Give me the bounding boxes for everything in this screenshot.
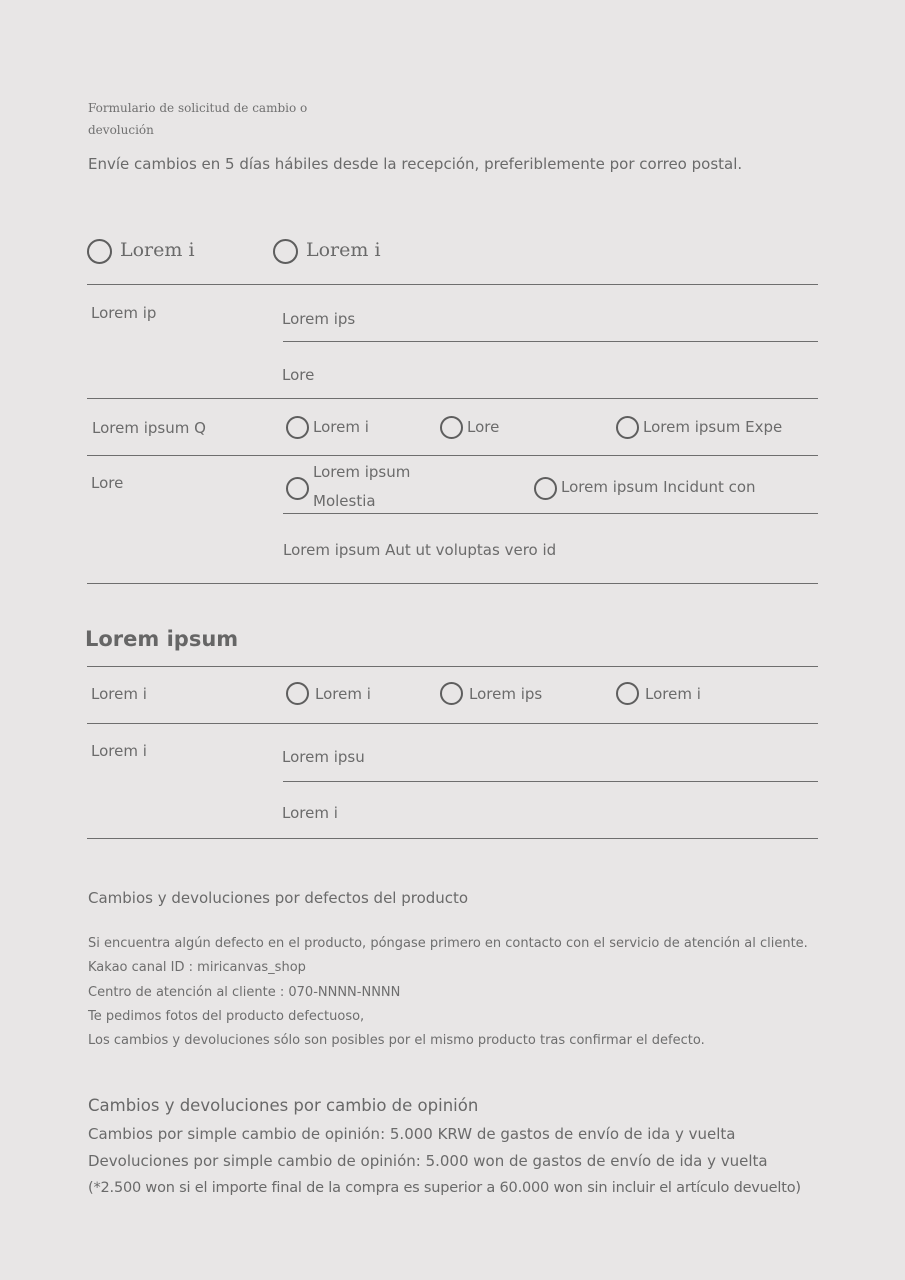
form2-radio-2[interactable]: [440, 682, 463, 705]
row2-label: Lorem ipsum Q: [92, 419, 206, 437]
field-underline: [283, 513, 818, 514]
divider: [87, 398, 818, 399]
divider: [87, 583, 818, 584]
defects-line: Si encuentra algún defecto en el producto, póngase primero en contacto con el servicio de atención al cliente.: [88, 936, 808, 951]
divider: [87, 666, 818, 667]
form2-radio-3[interactable]: [616, 682, 639, 705]
defects-line: Kakao canal ID : miricanvas_shop: [88, 960, 306, 976]
form2-radio-1[interactable]: [286, 682, 309, 705]
type-radio-1[interactable]: [87, 239, 112, 264]
form-subtitle: Envíe cambios en 5 días hábiles desde la recepción, preferiblemente por correo postal.: [88, 155, 743, 173]
row3-radio-2[interactable]: [534, 477, 557, 500]
opinion-line: (*2.500 won si el importe final de la compra es superior a 60.000 won sin incluir el artículo devuelto): [88, 1180, 801, 1196]
row2-radio-3[interactable]: [616, 416, 639, 439]
divider: [87, 455, 818, 456]
defects-title: Cambios y devoluciones por defectos del producto: [88, 889, 469, 907]
row2-option-2-label: Lore: [467, 418, 500, 436]
defects-line: Los cambios y devoluciones sólo son posibles por el mismo producto tras confirmar el defecto.: [88, 1033, 705, 1049]
form2-option-2-label: Lorem ips: [469, 685, 543, 703]
form2-field1[interactable]: Lorem ipsu: [282, 748, 365, 766]
opinion-title: Cambios y devoluciones por cambio de opinión: [88, 1096, 479, 1115]
row3-option-1-line1: Lorem ipsum: [313, 463, 411, 481]
row3-option-2-label: Lorem ipsum Incidunt con: [561, 478, 756, 496]
field-underline: [283, 341, 818, 342]
divider: [87, 838, 818, 839]
divider: [87, 284, 818, 285]
row3-label: Lore: [91, 474, 124, 492]
defects-line: Te pedimos fotos del producto defectuoso,: [88, 1008, 365, 1024]
type-radio-2[interactable]: [273, 239, 298, 264]
defects-body: [88, 932, 808, 1053]
row1-field2[interactable]: Lore: [282, 366, 315, 384]
row2-option-1-label: Lorem i: [313, 418, 369, 436]
row2-radio-2[interactable]: [440, 416, 463, 439]
section-title: Lorem ipsum: [85, 627, 239, 651]
row3-option-1-line2: Molestia: [313, 492, 376, 510]
row3-field[interactable]: Lorem ipsum Aut ut voluptas vero id: [283, 541, 557, 559]
field-underline: [283, 781, 818, 782]
form-title-line1: Formulario de solicitud de cambio o: [88, 101, 308, 115]
type-option-1-label: Lorem i: [120, 239, 195, 261]
defects-line: Centro de atención al cliente : 070-NNNN-NNNN: [88, 984, 401, 1000]
row2-option-3-label: Lorem ipsum Expe: [643, 418, 783, 436]
opinion-body: [88, 1121, 801, 1202]
form2-row1-label: Lorem i: [91, 685, 147, 703]
form2-option-3-label: Lorem i: [645, 685, 701, 703]
divider: [87, 723, 818, 724]
opinion-line: Devoluciones por simple cambio de opinión: 5.000 won de gastos de envío de ida y vuelta: [88, 1152, 768, 1170]
row2-radio-1[interactable]: [286, 416, 309, 439]
form2-field2[interactable]: Lorem i: [282, 804, 338, 822]
row1-field1[interactable]: Lorem ips: [282, 310, 356, 328]
row1-label: Lorem ip: [91, 304, 157, 322]
form2-option-1-label: Lorem i: [315, 685, 371, 703]
form-title-line2: devolución: [88, 123, 154, 137]
row3-radio-1[interactable]: [286, 477, 309, 500]
form2-row2-label: Lorem i: [91, 742, 147, 760]
opinion-line: Cambios por simple cambio de opinión: 5.000 KRW de gastos de envío de ida y vuelta: [88, 1125, 736, 1143]
type-option-2-label: Lorem i: [306, 239, 381, 261]
